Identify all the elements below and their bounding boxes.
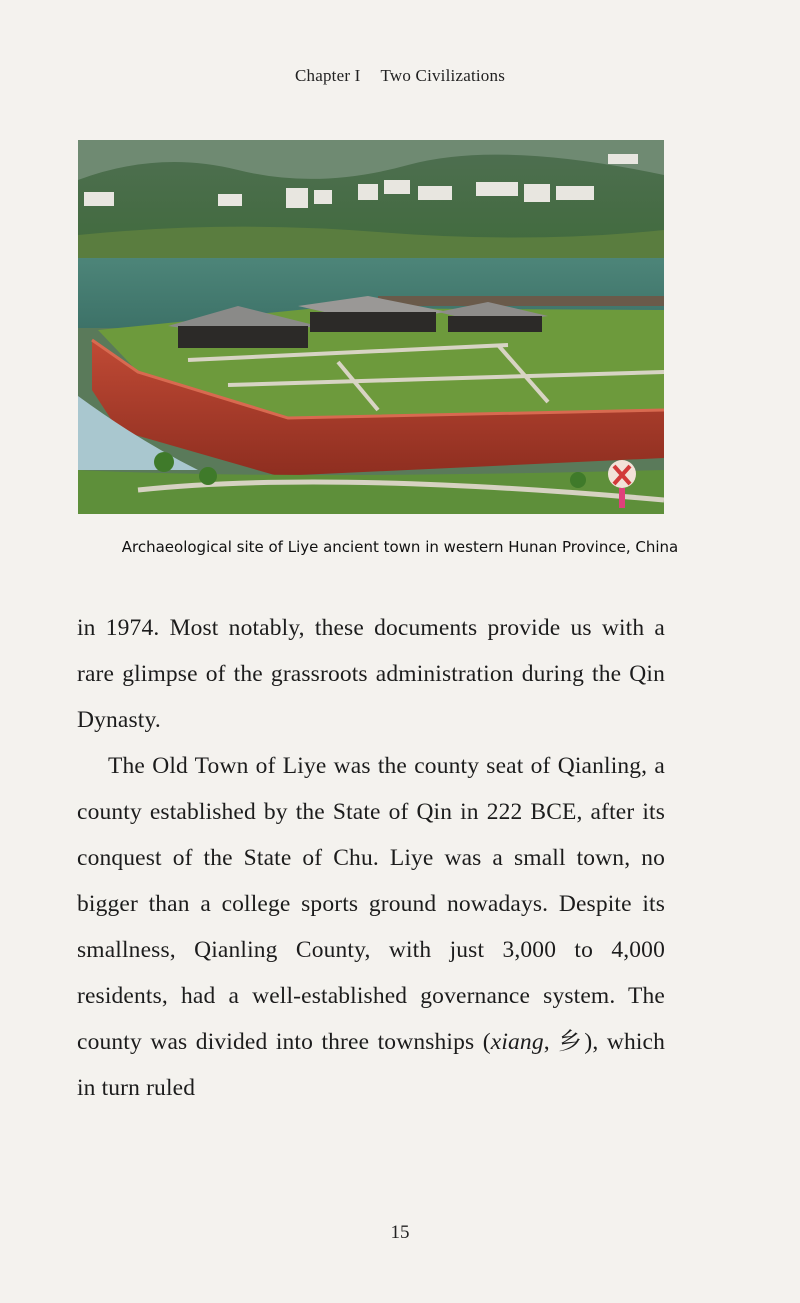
italic-term: xiang	[490, 1029, 544, 1055]
running-head	[0, 66, 800, 86]
chapter-title: Two Civilizations	[380, 66, 506, 85]
paragraph	[77, 743, 665, 1111]
paragraph: in 1974. Most notably, these documents provide us with a rare glimpse of the grassroots administration during the Qin Dynasty.	[77, 615, 665, 733]
chinese-character: , 乡	[543, 1029, 585, 1055]
paragraph-text: ), which in turn ruled	[77, 1029, 665, 1101]
chapter-label: Chapter I	[294, 66, 361, 85]
site-photograph	[78, 140, 664, 514]
page-number: 15	[390, 1222, 410, 1243]
figure-caption: Archaeological site of Liye ancient town in western Hunan Province, China	[121, 538, 679, 556]
body-text	[77, 605, 665, 1111]
photo-illustration	[78, 140, 664, 514]
paragraph-text: The Old Town of Liye was the county seat of Qianling, a county established by the State of Qin in 222 BCE, after its conquest of the State of Chu. Liye was a small town, no bigger than a college sports ground nowadays. Despite its smallness, Qianling County, with just 3,000 to 4,000 residents, had a well-established governance system. The county was divided into three townships (	[77, 753, 665, 1055]
